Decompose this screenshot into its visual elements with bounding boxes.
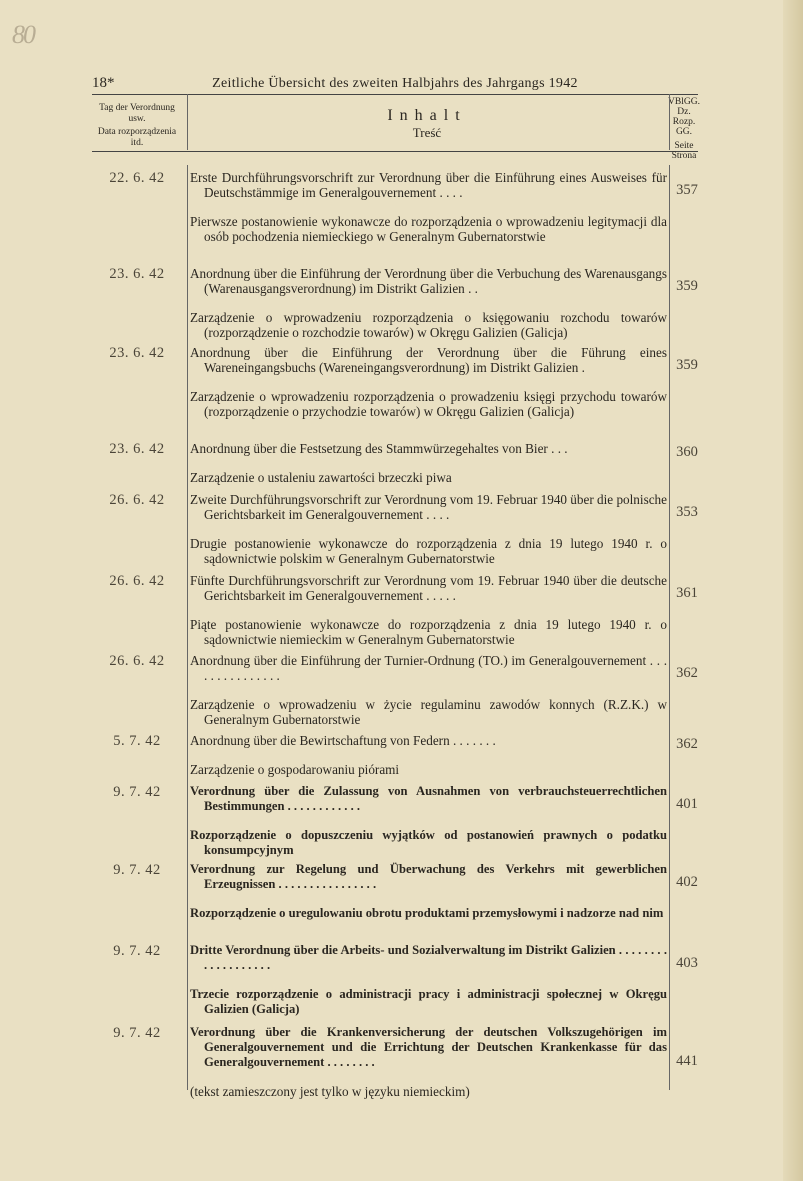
entry-title-de: Anordnung über die Einführung der Verordnung über die Verbuchung des Warenausgangs (Warenausgangsverordnung) im Distrikt Galizien . . — [190, 266, 667, 296]
entry-text — [190, 733, 667, 791]
entry-title-pl: Piąte postanowienie wykonawcze do rozporządzenia z dnia 19 lutego 1940 r. o sądownictwie niemieckim w Generalnym Gubernatorstwie — [190, 617, 667, 647]
entry-title-pl: Zarządzenie o gospodarowaniu piórami — [190, 762, 400, 777]
column-content-header — [187, 107, 667, 141]
entry-title-pl: Trzecie rozporządzenie o administracji pracy i administracji społecznej w Okręgu Galizien (Galicja) — [190, 987, 667, 1016]
entry-date: 5. 7. 42 — [113, 733, 161, 749]
entry-page-number: 353 — [676, 504, 698, 520]
page-header-de: VBlGG. Dz. Rozp. GG. — [668, 97, 700, 137]
column-page-header — [667, 97, 701, 161]
entry-title-pl: Zarządzenie o wprowadzeniu rozporządzenia o księgowaniu rozchodu towarów (rozporządzenie o rozchodzie towarów) w Okręgu Galizien (Galicja) — [190, 310, 667, 340]
entry-title-pl: Pierwsze postanowienie wykonawcze do rozporządzenia o wprowadzeniu legitymacji dla osób pochodzenia niemieckiego w Generalnym Gubernatorstwie — [190, 214, 667, 244]
entry-title-de: Zweite Durchführungsvorschrift zur Verordnung vom 19. Februar 1940 über die polnische Gerichtsbarkeit im Generalgouvernement . . . . — [190, 492, 667, 522]
column-date-header — [92, 103, 182, 149]
entry-date: 26. 6. 42 — [109, 492, 165, 508]
entry-title-de: Erste Durchführungsvorschrift zur Verordnung über die Einführung eines Ausweises für Deutschstämmige im Generalgouvernement . . . . — [190, 170, 667, 200]
entry-date: 26. 6. 42 — [109, 573, 165, 589]
page-title: Zeitliche Übersicht des zweiten Halbjahrs des Jahrgangs 1942 — [212, 76, 578, 91]
content-header-pl: Treść — [412, 125, 442, 140]
entry-title-de: Verordnung über die Krankenversicherung der deutschen Volkszugehörigen im Generalgouvernement und die Errichtung der Deutschen Krankenkasse für das Generalgouvernement . . . . . . . . — [190, 1025, 667, 1069]
entry-title-pl: Zarządzenie o wprowadzeniu rozporządzenia o prowadzeniu księgi przychodu towarów (rozporządzenie o przychodzie towarów) w Okręgu Galizien (Galicja) — [190, 389, 667, 419]
entry-text — [190, 653, 667, 741]
entry-text — [190, 345, 667, 433]
scan-edge — [783, 0, 803, 1181]
entry-text — [190, 1025, 667, 1113]
entry-title-de: Dritte Verordnung über die Arbeits- und Sozialverwaltung im Distrikt Galizien . . . . . . . . . . . . . . . . . . . — [190, 943, 667, 972]
column-divider — [669, 94, 670, 150]
entry-page-number: 359 — [676, 357, 698, 373]
column-divider — [669, 165, 670, 1090]
entry-page-number: 361 — [676, 585, 698, 601]
entry-title-de: Anordnung über die Bewirtschaftung von Federn . . . . . . . — [190, 733, 496, 748]
entry-title-pl: Zarządzenie o wprowadzeniu w życie regulaminu zawodów konnych (R.Z.K.) w Generalnym Gubernatorstwie — [190, 697, 667, 727]
date-header-pl: Data rozporządzenia itd. — [97, 127, 177, 148]
entry-title-pl: Rozporządzenie o uregulowaniu obrotu produktami przemysłowymi i nadzorze nad nim — [190, 906, 664, 920]
entry-date: 22. 6. 42 — [109, 170, 165, 186]
entry-text — [190, 170, 667, 258]
entry-date: 9. 7. 42 — [113, 784, 161, 800]
entry-text — [190, 441, 667, 499]
entry-title-de: Anordnung über die Einführung der Turnier-Ordnung (TO.) im Generalgouvernement . . . . . . . . . . . . . . . — [190, 653, 667, 683]
running-head — [92, 75, 698, 95]
entry-text — [190, 492, 667, 580]
pencil-annotation: 80 — [12, 20, 34, 49]
date-header-de: Tag der Verordnung usw. — [99, 103, 175, 124]
entry-title-de: Verordnung über die Zulassung von Ausnahmen von verbrauchsteuerrechtlichen Bestimmungen . . . . . . . . . . . . — [190, 784, 667, 813]
entry-page-number: 360 — [676, 444, 698, 460]
entry-date: 23. 6. 42 — [109, 345, 165, 361]
entry-text — [190, 573, 667, 661]
entry-title-de: Anordnung über die Festsetzung des Stammwürzegehaltes von Bier . . . — [190, 441, 568, 456]
table-header — [92, 94, 700, 161]
entry-page-number: 362 — [676, 665, 698, 681]
entry-title-de: Anordnung über die Einführung der Verordnung über die Führung eines Wareneingangsbuchs (Wareneingangsverordnung) im Distrikt Galizien . — [190, 345, 667, 375]
entry-page-number: 402 — [676, 874, 698, 890]
entry-date: 9. 7. 42 — [113, 943, 161, 959]
content-header-de: Inhalt — [387, 107, 467, 124]
entry-date: 23. 6. 42 — [109, 441, 165, 457]
entry-title-de: Verordnung zur Regelung und Überwachung des Verkehrs mit gewerblichen Erzeugnissen . . . . . . . . . . . . . . . . — [190, 862, 667, 891]
entry-date: 26. 6. 42 — [109, 653, 165, 669]
entry-page-number: 357 — [676, 182, 698, 198]
entry-page-number: 362 — [676, 736, 698, 752]
entry-page-number: 441 — [676, 1053, 698, 1069]
entry-page-number: 401 — [676, 796, 698, 812]
entry-page-number: 403 — [676, 955, 698, 971]
page-number: 18* — [92, 75, 115, 91]
entry-page-number: 359 — [676, 278, 698, 294]
entry-title-pl: (tekst zamieszczony jest tylko w języku niemieckim) — [190, 1084, 470, 1099]
column-divider — [187, 165, 188, 1090]
entry-date: 23. 6. 42 — [109, 266, 165, 282]
entry-text — [190, 784, 667, 872]
entry-title-pl: Drugie postanowienie wykonawcze do rozporządzenia z dnia 19 lutego 1940 r. o sądownictwie polskim w Generalnym Gubernatorstwie — [190, 536, 667, 566]
entry-date: 9. 7. 42 — [113, 862, 161, 878]
entry-title-de: Fünfte Durchführungsvorschrift zur Verordnung vom 19. Februar 1940 über die deutsche Gerichtsbarkeit im Generalgouvernement . . . . . — [190, 573, 667, 603]
entry-text — [190, 266, 667, 354]
column-divider — [187, 94, 188, 150]
page-header-pl: Seite Strona — [671, 141, 697, 161]
entry-date: 9. 7. 42 — [113, 1025, 161, 1041]
entry-title-pl: Rozporządzenie o dopuszczeniu wyjątków od postanowień prawnych o podatku konsumpcyjnym — [190, 828, 667, 857]
entry-text — [190, 943, 667, 1031]
entry-title-pl: Zarządzenie o ustaleniu zawartości brzeczki piwa — [190, 470, 452, 485]
entry-text — [190, 862, 667, 935]
